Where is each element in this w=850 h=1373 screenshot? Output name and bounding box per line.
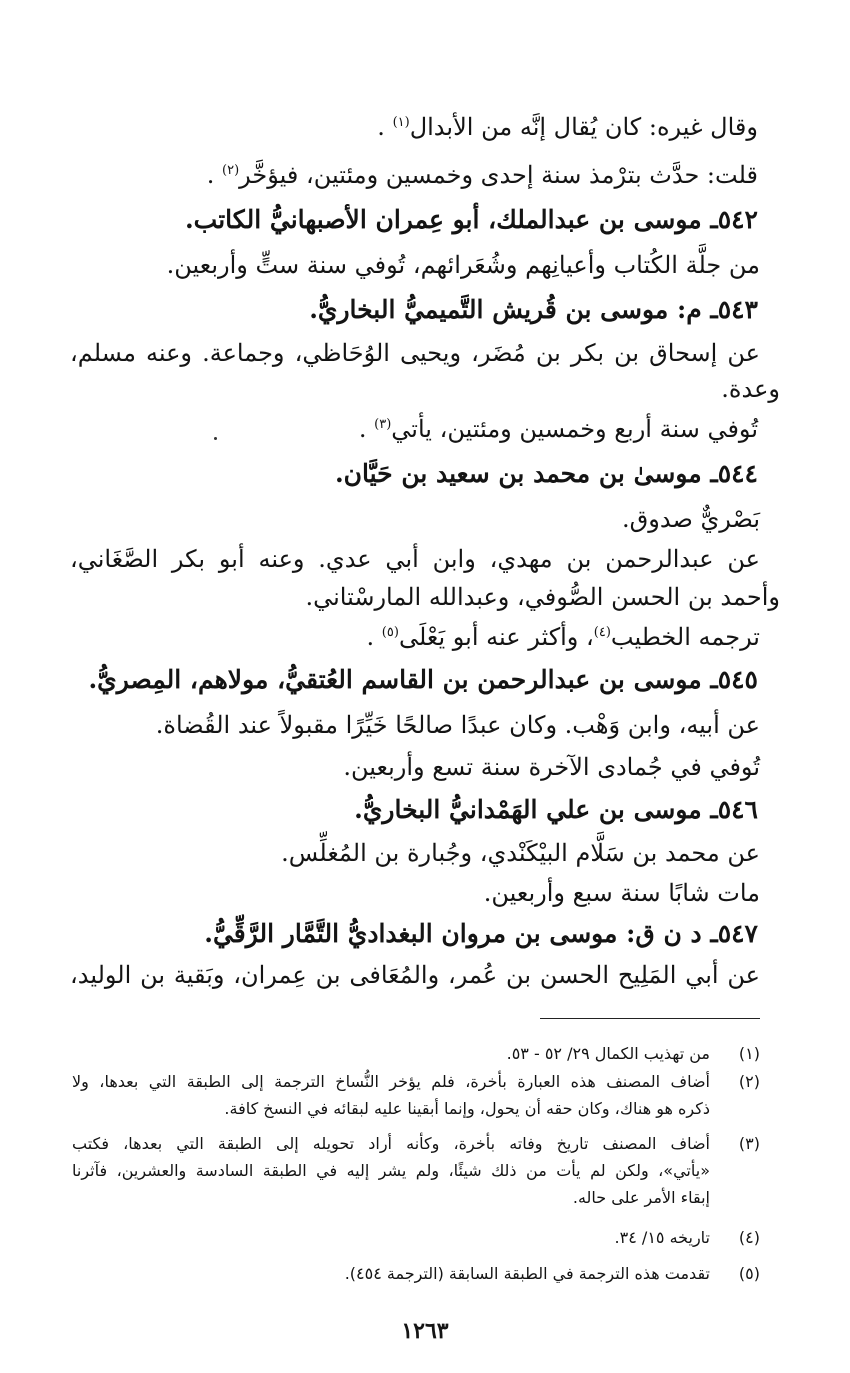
text-line-7: وعدة. xyxy=(721,375,780,403)
text-line-11: عن عبدالرحمن بن مهدي، وابن أبي عدي. وعنه أبو بكر الصَّغَاني، xyxy=(70,545,760,573)
footnote-3 xyxy=(72,1130,760,1211)
footnote-text: ذكره هو هناك، وكان حقه أن يحول، وإنما أبقينا عليه لبقائه في النسخ كافة. xyxy=(224,1099,710,1118)
text-line-10: بَصْريٌّ صدوق. xyxy=(622,505,760,533)
text-line-4: من جلَّة الكُتاب وأعيانِهم وشُعَرائهم، تُوفي سنة ستٍّ وأربعين. xyxy=(166,251,760,279)
text-line-12: وأحمد بن الحسن الصُّوفي، وعبدالله المارسْتاني. xyxy=(305,583,780,611)
text-line-8: تُوفي سنة أربع وخمسين ومئتين، يأتي$^{(٣)}$ . xyxy=(358,415,758,443)
text-line-1: وقال غيره: كان يُقال إنَّه من الأبدال$^{(١)}$ . xyxy=(377,113,758,141)
entry-heading-546: ٥٤٦ـ موسى بن علي الهَمْدانيُّ البخاريُّ. xyxy=(354,795,758,824)
footnote-text: «يأتي»، ولكن لم يأت من ذلك شيئًا، ولم يشر إليه في الطبقة السادسة والعشرين، فآثرنا xyxy=(72,1161,710,1180)
footnote-number: (٢) xyxy=(738,1072,760,1091)
text-line-16: تُوفي في جُمادى الآخرة سنة تسع وأربعين. xyxy=(343,753,760,781)
entry-heading-543: ٥٤٣ـ م: موسى بن قُريش التَّميميُّ البخاريُّ. xyxy=(309,295,758,324)
entry-heading-545: ٥٤٥ـ موسى بن عبدالرحمن بن القاسم العُتقيُّ، مولاهم، المِصريُّ. xyxy=(88,665,758,694)
footnote-separator xyxy=(540,1018,760,1019)
footnote-text: أضاف المصنف هذه العبارة بأخرة، فلم يؤخر النُّساخ الترجمة إلى الطبقة التي بعدها، ولا xyxy=(72,1072,710,1091)
footnote-4 xyxy=(72,1224,760,1251)
text-line-19: مات شابًا سنة سبع وأربعين. xyxy=(483,879,760,907)
text-line-21: عن أبي المَلِيح الحسن بن عُمر، والمُعَافى بن عِمران، وبَقية بن الوليد، xyxy=(70,961,760,989)
page-number: ١٢٦٣ xyxy=(401,1318,449,1344)
print-speck xyxy=(214,437,217,440)
footnote-number: (٥) xyxy=(738,1264,760,1283)
text-line-18: عن محمد بن سَلَّام البيْكَنْدي، وجُبارة بن المُغلِّس. xyxy=(281,839,760,867)
footnote-text: تقدمت هذه الترجمة في الطبقة السابقة (الترجمة ٤٥٤). xyxy=(344,1264,710,1283)
footnote-1 xyxy=(72,1040,760,1067)
footnote-number: (٤) xyxy=(738,1228,760,1247)
text-line-6: عن إسحاق بن بكر بن مُضَر، ويحيى الوُحَاظي، وجماعة. وعنه مسلم، xyxy=(70,339,761,367)
text-line-15: عن أبيه، وابن وَهْب. وكان عبدًا صالحًا خَيِّرًا مقبولاً عند القُضاة. xyxy=(155,711,760,739)
footnote-number: (٣) xyxy=(738,1134,760,1153)
footnote-ref-2[interactable]: (٢) xyxy=(222,163,240,178)
text-line-2: قلت: حدَّث بترْمذ سنة إحدى وخمسين ومئتين، فيؤخَّر$^{(٢)}$ . xyxy=(206,161,758,189)
footnote-ref-1[interactable]: (١) xyxy=(392,115,410,130)
footnote-ref-3[interactable]: (٣) xyxy=(374,417,392,432)
footnote-text: إبقاء الأمر على حاله. xyxy=(572,1188,710,1207)
footnote-text: من تهذيب الكمال ٢٩/ ٥٢ - ٥٣. xyxy=(506,1044,710,1063)
footnote-ref-5[interactable]: (٥) xyxy=(381,625,399,640)
entry-heading-544: ٥٤٤ـ موسىٰ بن محمد بن سعيد بن حَيَّان. xyxy=(334,459,758,488)
footnote-5 xyxy=(72,1260,760,1287)
footnote-text: أضاف المصنف تاريخ وفاته بأخرة، وكأنه أراد تحويله إلى الطبقة التي بعدها، فكتب xyxy=(72,1134,710,1153)
entry-heading-547: ٥٤٧ـ د ن ق: موسى بن مروان البغداديُّ التَّمَّار الرَّقِّيُّ. xyxy=(204,919,758,948)
footnote-2 xyxy=(72,1068,760,1122)
footnote-ref-4[interactable]: (٤) xyxy=(593,625,611,640)
footnote-number: (١) xyxy=(738,1044,760,1063)
text-line-13: ترجمه الخطيب$^{(٤)}$، وأكثر عنه أبو يَعْلَى$^{(٥)}$ . xyxy=(366,623,760,651)
footnote-text: تاريخه ١٥/ ٣٤. xyxy=(614,1228,710,1247)
entry-heading-542: ٥٤٢ـ موسى بن عبدالملك، أبو عِمران الأصبهانيُّ الكاتب. xyxy=(184,205,758,234)
